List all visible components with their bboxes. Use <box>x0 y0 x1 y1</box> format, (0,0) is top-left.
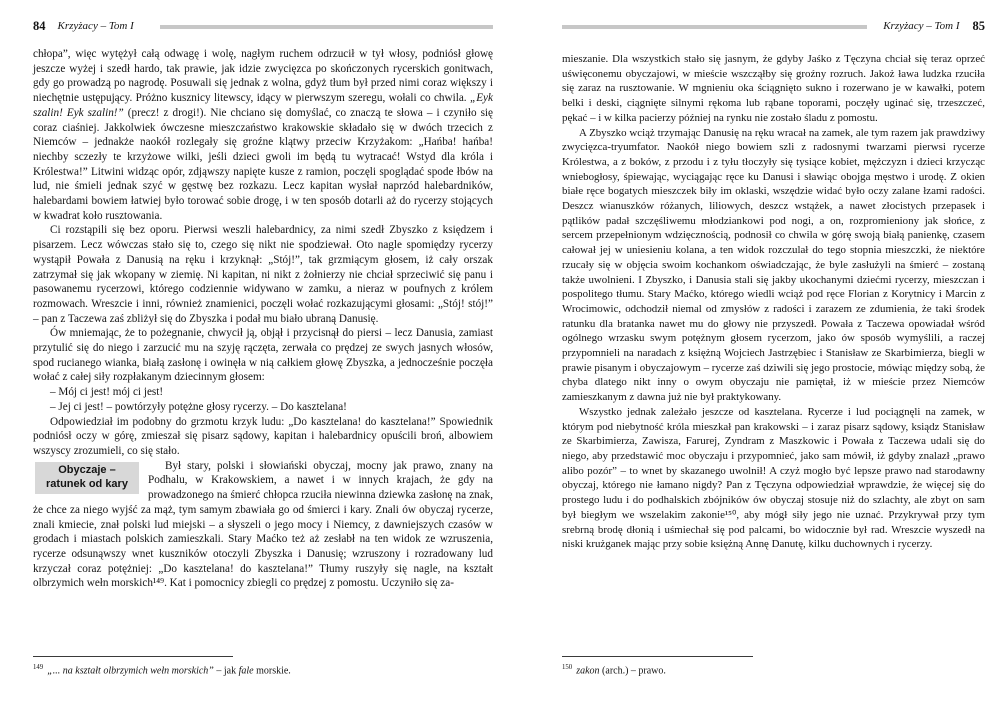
margin-note <box>35 462 139 494</box>
page-body-right <box>562 52 985 552</box>
footnote-149 <box>33 656 291 677</box>
margin-note-line1: Obyczaje – <box>58 464 116 477</box>
header-rule-right <box>562 25 867 29</box>
page-number-left: 84 <box>33 19 46 33</box>
paragraph-powala-stops: Ci rozstąpili się bez oporu. Pierwsi weszli halebardnicy, za nimi szedł Zbyszko z księdzem i pisarzem. Lecz wówczas stało się to, czego się nikt nie spodziewał. Oto nagle spomiędzy rycerzy wystąpił Powała z Danusią na ręku i krzyknął: „Stój!”, tak grzmiącym głosem, iż cały orszak zatrzymał się jak wkopany w ziemię. Ni kapitan, ni nikt z żołnierzy nie chciał sprzeciwić się panu i pasowanemu rycerzowi, którego codziennie widywano w zamku, a nieraz w poufnych z królem rozmowach. Wreszcie i inni, również znamienici, poczęli wołać rozkazującymi głosami: „Stój! stój!” – pan z Taczewa zaś zbliżył się do Zbyszka i podał mu biało ubraną Danusię. <box>33 224 493 325</box>
footnote-150 <box>562 656 753 677</box>
running-title-left: Krzyżacy – Tom I <box>57 20 134 32</box>
page-body-left <box>33 47 493 591</box>
paragraph-dialogue-moj-ci-jest: – Mój ci jest! mój ci jest! <box>50 386 164 399</box>
footnote-body-149: „... na kształt olbrzymich wełn morskich” – jak fale morskie. <box>47 665 291 677</box>
header-rule-left <box>160 25 493 29</box>
footnote-divider-left <box>33 656 233 657</box>
paragraph-danusia-veil: Ów mniemając, że to pożegnanie, chwycił ją, objął i przycisnął do piersi – lecz Danusia, zamiast przytulić się do niego i zarzucić mu na szyję rączęta, zerwała co prędzej ze swych jasnych włosów, spod rucianego wianka, białą zasłonę i owinęła w nią całkiem głowę Zbyszka, a jednocześnie poczęła wołać z całej siły rozpłakanym dziecinnym głosem: <box>33 327 493 384</box>
footnote-marker-149: 149 <box>33 664 44 671</box>
footnote-marker-150: 150 <box>562 664 573 671</box>
paragraph-old-custom: Obyczaje – ratunek od kary Był stary, polski i słowiański obyczaj, mocny jak prawo, znany na Podhalu, w Krakowskiem, a nawet i w innych krajach, że gdy na prowadzonego na śmierć chłopca rzuciła niewinna dziewka zasłonę na znak, że chce za niego wyjść za mąż, tym samym zbawiała go od śmierci i kary. Znali ów obyczaj rycerze, znali kmiecie, znał polski lud miejski – a słyszeli o jego mocy i Niemcy, z dawniejszych czasów w grodach i miastach polskich zamieszkali. Stary Maćko też aż zesłabł na ten widok ze wzruszenia, rycerze odsunąwszy wnet kuszników otoczyli Zbyszka i Danusię; wzruszony i rozradowany lud krzyczał coraz potężniej: „Do kasztelana! do kasztelana!” Tłumy ruszyły się nagle, na kształt olbrzymich wełn morskich¹⁴⁹. Kat i pomocnicy zbiegli co prędzej z pomostu. Uczyniło się za- <box>33 459 493 590</box>
paragraph-dialogue-jej-ci-jest: – Jej ci jest! – powtórzyły potężne głosy rycerzy. – Do kasztelana! <box>50 400 347 413</box>
footnote-text-149 <box>33 662 291 677</box>
footnote-body-150: zakon (arch.) – prawo. <box>576 665 666 677</box>
page-header-right <box>562 19 985 34</box>
paragraph-scaffold-torn: mieszanie. Dla wszystkich stało się jasnym, że gdyby Jaśko z Tęczyna chciał się teraz oprzeć uświęconemu obyczajowi, w mieście wszcząłby się groźny rozruch. Jakoż ława ludzka rzuciła się zaraz na rusztowanie. W mgnieniu oka ściągnięto sukno i rozerwano je w kawałki, potem belki i deski, ciągnięte silnymi rękoma lub rąbane toporami, poczęły uginać się, trzeszczeć, pękać – i w kilka pacierzy później na rynku nie zostało śladu z pomostu. <box>562 53 985 124</box>
page-header-left <box>33 19 493 34</box>
page-left <box>33 0 493 712</box>
paragraph-triumph-return: A Zbyszko wciąż trzymając Danusię na ręku wracał na zamek, ale tym razem jak prawdziwy zwycięzca-tryumfator. Naokół niego bowiem szli z radosnymi twarzami pierwsi rycerze Królestwa, a z boków, z przodu i z tyłu tłoczyły się tysiące kobiet, mężczyzn i dzieci krzycząc wniebogłosy, śpiewając, wyciągając ręce ku Danusi i sławiąc obojga męstwo i urodę. Z okien białe ręce bogatych mieszczek biły im oklaski, wszędzie widać było oczy zalane łzami radości. Deszcz wianuszków różanych, liliowych, deszcz wstążek, a nawet złocistych przepasek i pątlików padał szczęśliwemu młodziankowi pod nogi, a on, rozpromieniony jak słońce, z sercem przepełnionym wdzięcznością, podnosił co chwila w górę swoją białą panienkę, czasem całował jej w uniesieniu kolana, a ten widok rozczulał do tego stopnia mieszczki, że niektóre rzucały się w objęcia swoim kochankom oświadczając, że byle zasłużyli na śmierć – zostaną także uwolnieni. I Zbyszko, i Danusia stali się jakby ukochanymi dziećmi rycerzy, mieszczan i pospolitego tłumu. Stary Maćko, którego wiedli wciąż pod ręce Florian z Korytnicy i Marcin z Wrocimowic, odchodził niemal od zmysłów z radości i zarazem ze zdumienia, że taki środek ratunku dla bratanka nawet mu do głowy nie przyszedł. Powała z Taczewa opowiadał wśród ogólnego wrzasku swym potężnym głosem rycerzom, jako ów sposób wymyślili, a raczej przypomnieli na naradach z księżną Wojciech Jastrzębiec i Stanisław ze Skarbimierza, biegli w prawie pisanym i obyczajowym – rycerze zaś dziwili się jego prostocie, mówiąc między sobą, że chyba dlatego nikt inny o owym obyczaju nie pamiętał, iż w mieście przez Niemców zamieszkanym z dawna już nie był praktykowany. <box>562 126 985 404</box>
page-right <box>562 0 985 712</box>
footnote-divider-right <box>562 656 753 657</box>
footnote-text-150 <box>562 662 753 677</box>
page-number-right: 85 <box>972 19 985 33</box>
paragraph-castellan-decision: Wszystko jednak zależało jeszcze od kasztelana. Rycerze i lud pociągnęli na zamek, w którym pod niebytność króla mieszkał pan krakowski – i zaraz pisarz sądowy, ksiądz Stanisław ze Skarbimierza, Zawisza, Farurej, Zyndram z Maszkowic i Powała z Taczewa udali się do niego, aby przedstawić moc obyczaju i przypomnieć, jako sam mówił, iż gdyby znalazł „prawo alibo pozór” – to wnet by skazanego uwolnił! A czyż mogło być lepsze prawo nad starodawny obyczaj, którego nie łamano nigdy? Pan z Tęczyna odpowiedział wprawdzie, że więcej się do prostego ludu i do podhalskich zbójników ów obyczaj stosuje niż do szlachty, ale zbyt on sam był biegłym we wszelakim zakonie¹⁵⁰, aby mógł siły jego nie uznać. Przykrywał przy tym srebrną brodę dłonią i uśmiechał się pod palcami, bo widocznie był rad. Wreszcie wyszedł na niski krużganek mając przy sobie księżną Annę Danutę, kilku duchownych i rycerzy. <box>562 405 985 551</box>
margin-note-line2: ratunek od kary <box>46 477 128 490</box>
paragraph-execution-march: chłopa”, więc wytężył całą odwagę i wolę, nagłym ruchem odrzucił w tył włosy, podniósł głowę jeszcze wyżej i szedł hardo, tak prawie, jak idzie zwycięzca po skończonych rycerskich gonitwach, gdy go prowadzą po nagrodę. Posuwali się jednak z wolna, gdyż tłum był przed nimi coraz większy i niechętnie ustępujący. Próżno kusznicy litewscy, idący w pierwszym szeregu, wołali co chwila. „Eyk szalin! Eyk szalin!” (precz! z drogi!). Nie chciano się domyślać, co znaczą te słowa – i czyniło się coraz ciaśniej. Jakkolwiek ówczesne mieszczaństwo krakowskie składało się w dwóch trzecich z Niemców – jednakże naokół rozlegały się groźne klątwy przeciw Krzyżakom: „Hańba! hańba! niechby sczezły te krzyżowe wilki, jeśli dzieci gwoli im będą tu wytracać! Wstyd dla króla i Królestwa!” Litwini widząc opór, zdjąwszy napięte kusze z ramion, poczęli spoglądać spode łbów na lud, nie śmieli jednak szyć w gęstwę bez rozkazu. Lecz kapitan wysłał naprzód halebardników, halebardami bowiem łatwiej było torować sobie drogę, i w ten sposób dotarli aż do rycerzy stojących w kwadrat koło rusztowania. <box>33 48 493 222</box>
running-title-right: Krzyżacy – Tom I <box>883 20 960 32</box>
paragraph-crowd-reply: Odpowiedział im podobny do grzmotu krzyk ludu: „Do kasztelana! do kasztelana!” Spowiednik podniósł oczy w górę, zmieszał się pisarz sądowy, kapitan i halebardnicy opuścili broń, albowiem wszyscy zrozumieli, co się stało. <box>33 415 493 457</box>
